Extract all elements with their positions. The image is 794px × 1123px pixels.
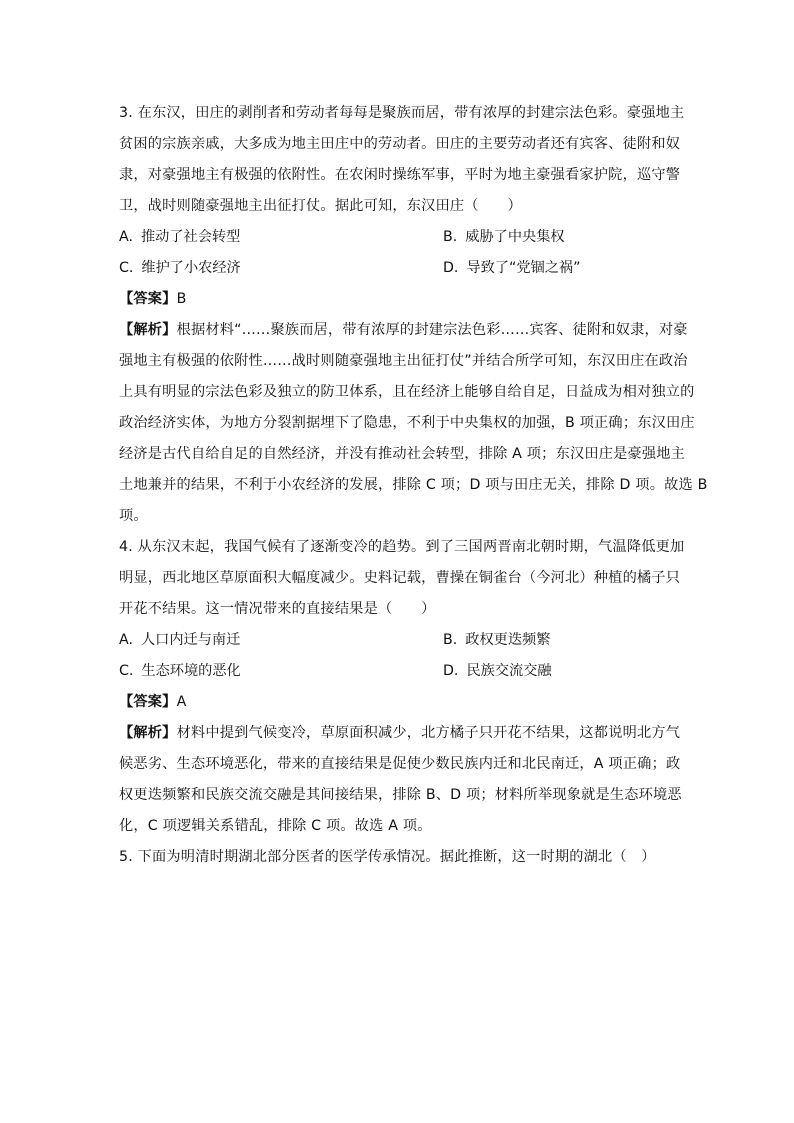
option-text: 维护了小农经济 — [141, 260, 241, 276]
question-4-analysis-line: 化，C 项逻辑关系错乱，排除 C 项。故选 A 项。 — [119, 818, 432, 834]
question-3-analysis-line: 经济是古代自给自足的自然经济，并没有推动社会转型，排除 A 项；东汉田庄是豪强地主 — [119, 446, 686, 462]
question-3-stem-line: 3. 在东汉，田庄的剥削者和劳动者每每是聚族而居，带有浓厚的封建宗法色彩。豪强地主 — [119, 105, 685, 121]
option-text: 威胁了中央集权 — [465, 229, 565, 245]
question-4-option-d — [443, 656, 552, 687]
question-4-analysis-line — [119, 718, 679, 749]
option-text: 推动了社会转型 — [140, 229, 241, 245]
question-4-answer — [119, 687, 679, 718]
question-3 — [119, 98, 708, 532]
question-4-stem-line: 4. 从东汉末起，我国气候有了逐渐变冷的趋势。到了三国两晋南北朝时期，气温降低更加 — [119, 539, 685, 555]
question-3-analysis-line: 政治经济实体，为地方分裂割据埋下了隐患，不利于中央集权的加强，B 项正确；东汉田庄 — [119, 415, 695, 431]
option-letter: D. — [443, 260, 459, 276]
question-5 — [119, 842, 679, 873]
question-3-options-row-1 — [119, 222, 679, 253]
answer-tag: 【答案】 — [119, 291, 177, 307]
option-letter: C. — [119, 663, 134, 679]
analysis-text: 材料中提到气候变冷，草原面积减少，北方橘子只开花不结果，这都说明北方气 — [176, 725, 681, 741]
question-3-stem-line: 卫，战时则随豪强地主出征打仗。据此可知，东汉田庄（ ） — [119, 198, 522, 214]
question-3-stem-line: 隶，对豪强地主有极强的依附性。在农闲时操练军事，平时为地主豪强看家护院，巡守警 — [119, 167, 681, 183]
analysis-text: 根据材料“……聚族而居，带有浓厚的封建宗法色彩……宾客、徒附和奴隶，对豪 — [176, 322, 688, 338]
question-3-option-b — [443, 222, 565, 253]
question-3-analysis-line — [119, 315, 688, 346]
question-3-option-c — [119, 253, 241, 284]
question-4-analysis-line: 权更迭频繁和民族交流交融是其间接结果，排除 B、D 项；材料所举现象就是生态环境恶 — [119, 787, 682, 803]
question-5-stem-line: 5. 下面为明清时期湖北部分医者的医学传承情况。据此推断，这一时期的湖北（ ） — [119, 849, 656, 865]
question-3-analysis-line: 项。 — [119, 508, 148, 524]
question-4-option-b — [443, 625, 550, 656]
answer-value: A — [176, 694, 187, 710]
option-letter: C. — [119, 260, 134, 276]
question-4-analysis-line: 候恶劣、生态环境恶化，带来的直接结果是促使少数民族内迁和北民南迁，A 项正确；政 — [119, 756, 681, 772]
question-4-option-a — [119, 625, 240, 656]
question-3-answer — [119, 284, 679, 315]
answer-tag: 【答案】 — [119, 694, 177, 710]
analysis-tag: 【解析】 — [119, 725, 177, 741]
question-4-options-row-1 — [119, 625, 679, 656]
option-letter: D. — [443, 663, 459, 679]
question-4 — [119, 532, 685, 842]
question-3-stem-line: 贫困的宗族亲戚，大多成为地主田庄中的劳动者。田庄的主要劳动者还有宾客、徒附和奴 — [119, 136, 681, 152]
question-4-stem-line: 明显，西北地区草原面积大幅度减少。史料记载，曹操在铜雀台（今河北）种植的橘子只 — [119, 570, 681, 586]
question-3-analysis-line: 强地主有极强的依附性……战时则随豪强地主出征打仗”并结合所学可知，东汉田庄在政治 — [119, 353, 688, 369]
option-text: 人口内迁与南迁 — [140, 632, 241, 648]
question-4-stem-line: 开花不结果。这一情况带来的直接结果是（ ） — [119, 601, 436, 617]
question-4-option-c — [119, 656, 241, 687]
answer-value: B — [176, 291, 187, 307]
exam-page — [119, 98, 708, 873]
question-3-analysis-line: 上具有明显的宗法色彩及独立的防卫体系，且在经济上能够自给自足，日益成为相对独立的 — [119, 384, 695, 400]
option-text: 政权更迭频繁 — [465, 632, 551, 648]
option-text: 生态环境的恶化 — [141, 663, 241, 679]
analysis-tag: 【解析】 — [119, 322, 177, 338]
option-letter: A. — [119, 632, 133, 648]
option-letter: A. — [119, 229, 133, 245]
question-4-options-row-2 — [119, 656, 679, 687]
option-text: 导致了“党锢之祸” — [466, 260, 581, 276]
option-letter: B. — [443, 229, 458, 245]
question-3-option-d — [443, 253, 580, 284]
question-3-option-a — [119, 222, 240, 253]
option-text: 民族交流交融 — [466, 663, 552, 679]
question-3-analysis-line: 土地兼并的结果，不利于小农经济的发展，排除 C 项；D 项与田庄无关，排除 D 项。故选 B — [119, 477, 708, 493]
question-3-options-row-2 — [119, 253, 679, 284]
option-letter: B. — [443, 632, 458, 648]
